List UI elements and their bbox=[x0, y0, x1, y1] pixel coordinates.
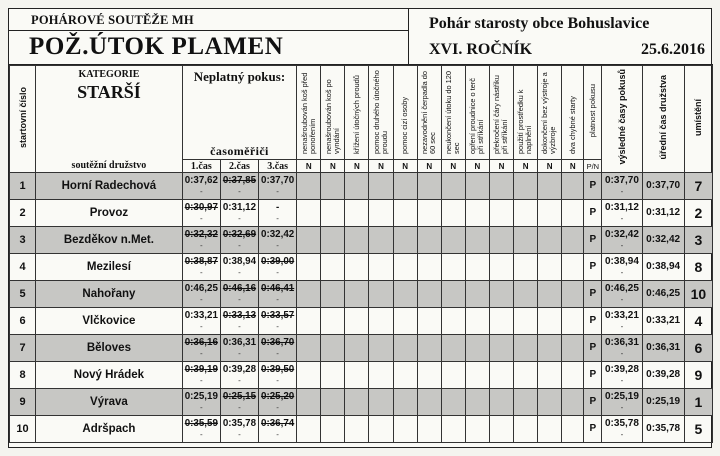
reason-cell bbox=[345, 280, 369, 307]
attempt-time: 0:36,16 - bbox=[182, 334, 220, 361]
attempt-time: - - bbox=[259, 199, 297, 226]
reason-cell bbox=[514, 334, 538, 361]
reason-cell bbox=[562, 253, 584, 280]
reason-cell bbox=[321, 361, 345, 388]
reason-11: dokončení bez výstroje a výzbroje bbox=[538, 66, 562, 160]
table-row bbox=[10, 253, 713, 280]
reason-cell bbox=[345, 226, 369, 253]
reason-cell bbox=[514, 172, 538, 199]
reason-cell bbox=[562, 307, 584, 334]
place: 9 bbox=[684, 361, 712, 388]
reason-5: pomoc cizí osoby bbox=[393, 66, 417, 160]
reason-cell bbox=[465, 361, 489, 388]
reason-cell bbox=[345, 199, 369, 226]
validity-cell: P bbox=[584, 199, 602, 226]
results-sheet bbox=[8, 8, 712, 448]
reason-cell bbox=[297, 172, 321, 199]
place: 2 bbox=[684, 199, 712, 226]
validity-cell: P bbox=[584, 361, 602, 388]
reason-cell bbox=[369, 172, 393, 199]
header-right bbox=[409, 9, 713, 65]
reason-cell bbox=[297, 226, 321, 253]
reason-cell bbox=[417, 361, 441, 388]
table-row bbox=[10, 361, 713, 388]
reason-cell bbox=[514, 388, 538, 415]
reason-cell bbox=[465, 280, 489, 307]
reason-cell bbox=[538, 172, 562, 199]
start-number-header: startovní číslo bbox=[10, 66, 36, 173]
n-mark: N bbox=[345, 159, 369, 172]
reason-cell bbox=[489, 307, 513, 334]
reason-cell bbox=[345, 361, 369, 388]
attempt-time: 0:25,20 - bbox=[259, 388, 297, 415]
reason-cell bbox=[345, 334, 369, 361]
reason-cell bbox=[441, 253, 465, 280]
reason-cell bbox=[441, 361, 465, 388]
attempt-time: 0:35,78 - bbox=[220, 415, 258, 442]
place: 8 bbox=[684, 253, 712, 280]
reason-cell bbox=[562, 334, 584, 361]
results-table bbox=[9, 65, 713, 443]
sheet-header bbox=[9, 9, 713, 65]
reason-cell bbox=[345, 415, 369, 442]
reason-cell bbox=[417, 280, 441, 307]
start-number: 8 bbox=[10, 361, 36, 388]
cup-name: Pohár starosty obce Bohuslavice bbox=[429, 15, 650, 32]
validity-cell: P bbox=[584, 280, 602, 307]
reason-cell bbox=[514, 307, 538, 334]
result-time: 0:37,70 - bbox=[602, 172, 642, 199]
reason-9: překročení čáry nástřiku při stříkání bbox=[489, 66, 513, 160]
reason-cell bbox=[465, 253, 489, 280]
reason-cell bbox=[321, 199, 345, 226]
reason-cell bbox=[514, 199, 538, 226]
reason-cell bbox=[538, 334, 562, 361]
reason-cell bbox=[465, 334, 489, 361]
validity-cell: P bbox=[584, 307, 602, 334]
reason-cell bbox=[297, 253, 321, 280]
official-time: 0:37,70 bbox=[642, 172, 684, 199]
reason-cell bbox=[538, 199, 562, 226]
attempt-time: 0:39,28 - bbox=[220, 361, 258, 388]
reason-cell bbox=[393, 334, 417, 361]
reason-cell bbox=[538, 280, 562, 307]
reason-cell bbox=[441, 307, 465, 334]
team-name: Horní Radechová bbox=[36, 172, 183, 199]
validity-cell: P bbox=[584, 388, 602, 415]
reason-cell bbox=[441, 172, 465, 199]
attempt-time: 0:38,87 - bbox=[182, 253, 220, 280]
reason-cell bbox=[321, 388, 345, 415]
reason-cell bbox=[514, 415, 538, 442]
team-name: Vlčkovice bbox=[36, 307, 183, 334]
reason-cell bbox=[369, 280, 393, 307]
reason-cell bbox=[489, 172, 513, 199]
reason-cell bbox=[417, 334, 441, 361]
reason-cell bbox=[441, 199, 465, 226]
reason-cell bbox=[297, 334, 321, 361]
reason-cell bbox=[562, 172, 584, 199]
n-mark: N bbox=[489, 159, 513, 172]
official-time: 0:25,19 bbox=[642, 388, 684, 415]
n-mark: N bbox=[441, 159, 465, 172]
team-name: Nahořany bbox=[36, 280, 183, 307]
attempt-time: 0:39,19 - bbox=[182, 361, 220, 388]
event-date: 25.6.2016 bbox=[641, 41, 705, 58]
table-row bbox=[10, 415, 713, 442]
attempt-time: 0:33,21 - bbox=[182, 307, 220, 334]
reason-cell bbox=[514, 226, 538, 253]
validity-cell: P bbox=[584, 253, 602, 280]
reason-cell bbox=[417, 199, 441, 226]
n-mark: N bbox=[538, 159, 562, 172]
category-label: KATEGORIE bbox=[78, 69, 140, 80]
table-row bbox=[10, 199, 713, 226]
attempt-time: 0:36,74 - bbox=[259, 415, 297, 442]
time2-header: 2.čas bbox=[220, 159, 258, 172]
reason-cell bbox=[321, 226, 345, 253]
reason-cell bbox=[297, 307, 321, 334]
reason-cell bbox=[489, 226, 513, 253]
reason-cell bbox=[538, 361, 562, 388]
n-mark: N bbox=[297, 159, 321, 172]
attempt-time: 0:33,57 - bbox=[259, 307, 297, 334]
official-time: 0:31,12 bbox=[642, 199, 684, 226]
attempt-time: 0:33,13 - bbox=[220, 307, 258, 334]
attempt-time: 0:46,16 - bbox=[220, 280, 258, 307]
reason-cell bbox=[417, 172, 441, 199]
table-row bbox=[10, 307, 713, 334]
place: 1 bbox=[684, 388, 712, 415]
team-header: soutěžní družstvo bbox=[36, 159, 183, 172]
table-row bbox=[10, 172, 713, 199]
reason-7: neukončení útoku do 120 sec bbox=[441, 66, 465, 160]
reason-cell bbox=[417, 226, 441, 253]
reason-cell bbox=[489, 280, 513, 307]
reason-cell bbox=[465, 388, 489, 415]
attempt-time: 0:31,12 - bbox=[220, 199, 258, 226]
category-header bbox=[36, 66, 183, 160]
reason-cell bbox=[441, 388, 465, 415]
official-time: 0:46,25 bbox=[642, 280, 684, 307]
start-number: 6 bbox=[10, 307, 36, 334]
official-time: 0:32,42 bbox=[642, 226, 684, 253]
n-mark: N bbox=[562, 159, 584, 172]
reason-cell bbox=[562, 388, 584, 415]
reason-cell bbox=[321, 172, 345, 199]
reason-cell bbox=[417, 388, 441, 415]
official-time: 0:36,31 bbox=[642, 334, 684, 361]
place: 5 bbox=[684, 415, 712, 442]
start-number: 9 bbox=[10, 388, 36, 415]
reason-cell bbox=[393, 172, 417, 199]
reason-cell bbox=[562, 226, 584, 253]
reason-cell bbox=[489, 253, 513, 280]
attempt-time: 0:37,85 - bbox=[220, 172, 258, 199]
attempt-time: 0:39,00 - bbox=[259, 253, 297, 280]
n-mark: N bbox=[369, 159, 393, 172]
reason-cell bbox=[345, 388, 369, 415]
reason-cell bbox=[297, 415, 321, 442]
reason-cell bbox=[393, 280, 417, 307]
attempt-time: 0:25,19 - bbox=[182, 388, 220, 415]
validity-header: platnost pokusu bbox=[584, 66, 602, 160]
time3-header: 3.čas bbox=[259, 159, 297, 172]
reason-cell bbox=[369, 307, 393, 334]
reason-cell bbox=[538, 307, 562, 334]
reason-10: použití prostředku k naplnění bbox=[514, 66, 538, 160]
reason-cell bbox=[393, 199, 417, 226]
start-number: 3 bbox=[10, 226, 36, 253]
result-time: 0:39,28 - bbox=[602, 361, 642, 388]
reason-cell bbox=[369, 199, 393, 226]
reason-2: nenašroubován koš po vyndání bbox=[321, 66, 345, 160]
validity-cell: P bbox=[584, 226, 602, 253]
team-name: Běloves bbox=[36, 334, 183, 361]
reason-3: křížení útočných proudů bbox=[345, 66, 369, 160]
start-number: 7 bbox=[10, 334, 36, 361]
start-number: 4 bbox=[10, 253, 36, 280]
place-header: umístění bbox=[684, 66, 712, 173]
reason-cell bbox=[297, 388, 321, 415]
reason-8: opření proudnice o terč při stříkání bbox=[465, 66, 489, 160]
official-time: 0:39,28 bbox=[642, 361, 684, 388]
reason-cell bbox=[538, 253, 562, 280]
result-time: 0:36,31 - bbox=[602, 334, 642, 361]
reason-cell bbox=[514, 361, 538, 388]
attempt-time: 0:46,41 - bbox=[259, 280, 297, 307]
place: 3 bbox=[684, 226, 712, 253]
attempt-time: 0:38,94 - bbox=[220, 253, 258, 280]
reason-cell bbox=[297, 199, 321, 226]
attempt-time: 0:36,31 - bbox=[220, 334, 258, 361]
result-time: 0:31,12 - bbox=[602, 199, 642, 226]
reason-cell bbox=[489, 334, 513, 361]
reason-cell bbox=[465, 199, 489, 226]
reason-cell bbox=[417, 415, 441, 442]
n-mark: N bbox=[321, 159, 345, 172]
reason-cell bbox=[345, 307, 369, 334]
reason-cell bbox=[297, 361, 321, 388]
start-number: 10 bbox=[10, 415, 36, 442]
reason-cell bbox=[417, 253, 441, 280]
reason-cell bbox=[441, 280, 465, 307]
reason-cell bbox=[538, 415, 562, 442]
reason-cell bbox=[321, 334, 345, 361]
attempt-time: 0:30,97 - bbox=[182, 199, 220, 226]
reason-cell bbox=[393, 226, 417, 253]
attempt-time: 0:25,15 - bbox=[220, 388, 258, 415]
reason-cell bbox=[514, 280, 538, 307]
reason-cell bbox=[489, 199, 513, 226]
reason-cell bbox=[441, 226, 465, 253]
reason-cell bbox=[489, 361, 513, 388]
reason-cell bbox=[321, 307, 345, 334]
attempt-time: 0:32,69 - bbox=[220, 226, 258, 253]
result-time: 0:46,25 - bbox=[602, 280, 642, 307]
team-name: Bezděkov n.Met. bbox=[36, 226, 183, 253]
pn-mark: P/N bbox=[584, 159, 602, 172]
attempt-time: 0:39,50 - bbox=[259, 361, 297, 388]
validity-cell: P bbox=[584, 334, 602, 361]
result-time: 0:33,21 - bbox=[602, 307, 642, 334]
attempt-time: 0:36,70 - bbox=[259, 334, 297, 361]
table-row bbox=[10, 280, 713, 307]
n-mark: N bbox=[465, 159, 489, 172]
reason-cell bbox=[321, 280, 345, 307]
reason-cell bbox=[514, 253, 538, 280]
attempt-time: 0:46,25 - bbox=[182, 280, 220, 307]
team-name: Adršpach bbox=[36, 415, 183, 442]
team-name: Nový Hrádek bbox=[36, 361, 183, 388]
result-time: 0:25,19 - bbox=[602, 388, 642, 415]
reason-cell bbox=[345, 253, 369, 280]
reason-cell bbox=[297, 280, 321, 307]
results-body bbox=[10, 172, 713, 442]
reason-cell bbox=[393, 253, 417, 280]
start-number: 1 bbox=[10, 172, 36, 199]
timers-header: časoměřiči bbox=[182, 144, 296, 160]
reason-cell bbox=[489, 415, 513, 442]
place: 6 bbox=[684, 334, 712, 361]
result-times-header: výsledné časy pokusů bbox=[602, 66, 642, 173]
attempt-time: 0:32,32 - bbox=[182, 226, 220, 253]
reason-cell bbox=[369, 415, 393, 442]
reason-cell bbox=[369, 226, 393, 253]
table-row bbox=[10, 388, 713, 415]
invalid-attempt-header: Neplatný pokus: bbox=[182, 66, 296, 136]
attempt-time: 0:37,70 - bbox=[259, 172, 297, 199]
reason-cell bbox=[465, 226, 489, 253]
result-time: 0:35,78 - bbox=[602, 415, 642, 442]
reason-cell bbox=[369, 253, 393, 280]
organization-name: POHÁROVÉ SOUTĚŽE MH bbox=[31, 13, 194, 27]
start-number: 2 bbox=[10, 199, 36, 226]
n-mark: N bbox=[514, 159, 538, 172]
reason-cell bbox=[562, 361, 584, 388]
place: 10 bbox=[684, 280, 712, 307]
table-row bbox=[10, 334, 713, 361]
edition: XVI. ROČNÍK bbox=[429, 41, 533, 58]
team-name: Provoz bbox=[36, 199, 183, 226]
n-mark: N bbox=[393, 159, 417, 172]
header-divider bbox=[9, 30, 409, 31]
reason-cell bbox=[369, 334, 393, 361]
reason-cell bbox=[321, 415, 345, 442]
header-left bbox=[9, 9, 409, 65]
discipline-title: POŽ.ÚTOK PLAMEN bbox=[29, 33, 284, 60]
reason-cell bbox=[465, 415, 489, 442]
reason-cell bbox=[562, 415, 584, 442]
reason-cell bbox=[538, 226, 562, 253]
time1-header: 1.čas bbox=[182, 159, 220, 172]
reason-cell bbox=[441, 415, 465, 442]
reason-cell bbox=[393, 307, 417, 334]
reason-cell bbox=[393, 361, 417, 388]
place: 4 bbox=[684, 307, 712, 334]
reason-cell bbox=[393, 415, 417, 442]
category-value: STARŠÍ bbox=[77, 82, 141, 102]
result-time: 0:32,42 - bbox=[602, 226, 642, 253]
reason-cell bbox=[562, 199, 584, 226]
reason-1: nenašroubován koš před ponořením bbox=[297, 66, 321, 160]
reason-12: dva chybné starty bbox=[562, 66, 584, 160]
attempt-time: 0:35,59 - bbox=[182, 415, 220, 442]
official-time: 0:38,94 bbox=[642, 253, 684, 280]
reason-cell bbox=[489, 388, 513, 415]
official-time-header: úřední čas družstva bbox=[642, 66, 684, 173]
attempt-time: 0:32,42 - bbox=[259, 226, 297, 253]
attempt-time: 0:37,62 - bbox=[182, 172, 220, 199]
table-row bbox=[10, 226, 713, 253]
official-time: 0:35,78 bbox=[642, 415, 684, 442]
reason-cell bbox=[441, 334, 465, 361]
reason-cell bbox=[538, 388, 562, 415]
reason-cell bbox=[465, 172, 489, 199]
reason-cell bbox=[345, 172, 369, 199]
reason-cell bbox=[417, 307, 441, 334]
team-name: Výrava bbox=[36, 388, 183, 415]
reason-cell bbox=[369, 388, 393, 415]
reason-cell bbox=[393, 388, 417, 415]
invalid-header-spacer bbox=[182, 136, 296, 144]
reason-cell bbox=[321, 253, 345, 280]
place: 7 bbox=[684, 172, 712, 199]
reason-4: pomoc druhého útočného proudu bbox=[369, 66, 393, 160]
start-number: 5 bbox=[10, 280, 36, 307]
result-time: 0:38,94 - bbox=[602, 253, 642, 280]
reason-6: nezavodnění čerpadla do 60 sec bbox=[417, 66, 441, 160]
n-mark: N bbox=[417, 159, 441, 172]
reason-cell bbox=[465, 307, 489, 334]
official-time: 0:33,21 bbox=[642, 307, 684, 334]
team-name: Mezilesí bbox=[36, 253, 183, 280]
reason-cell bbox=[369, 361, 393, 388]
reason-cell bbox=[562, 280, 584, 307]
validity-cell: P bbox=[584, 172, 602, 199]
validity-cell: P bbox=[584, 415, 602, 442]
